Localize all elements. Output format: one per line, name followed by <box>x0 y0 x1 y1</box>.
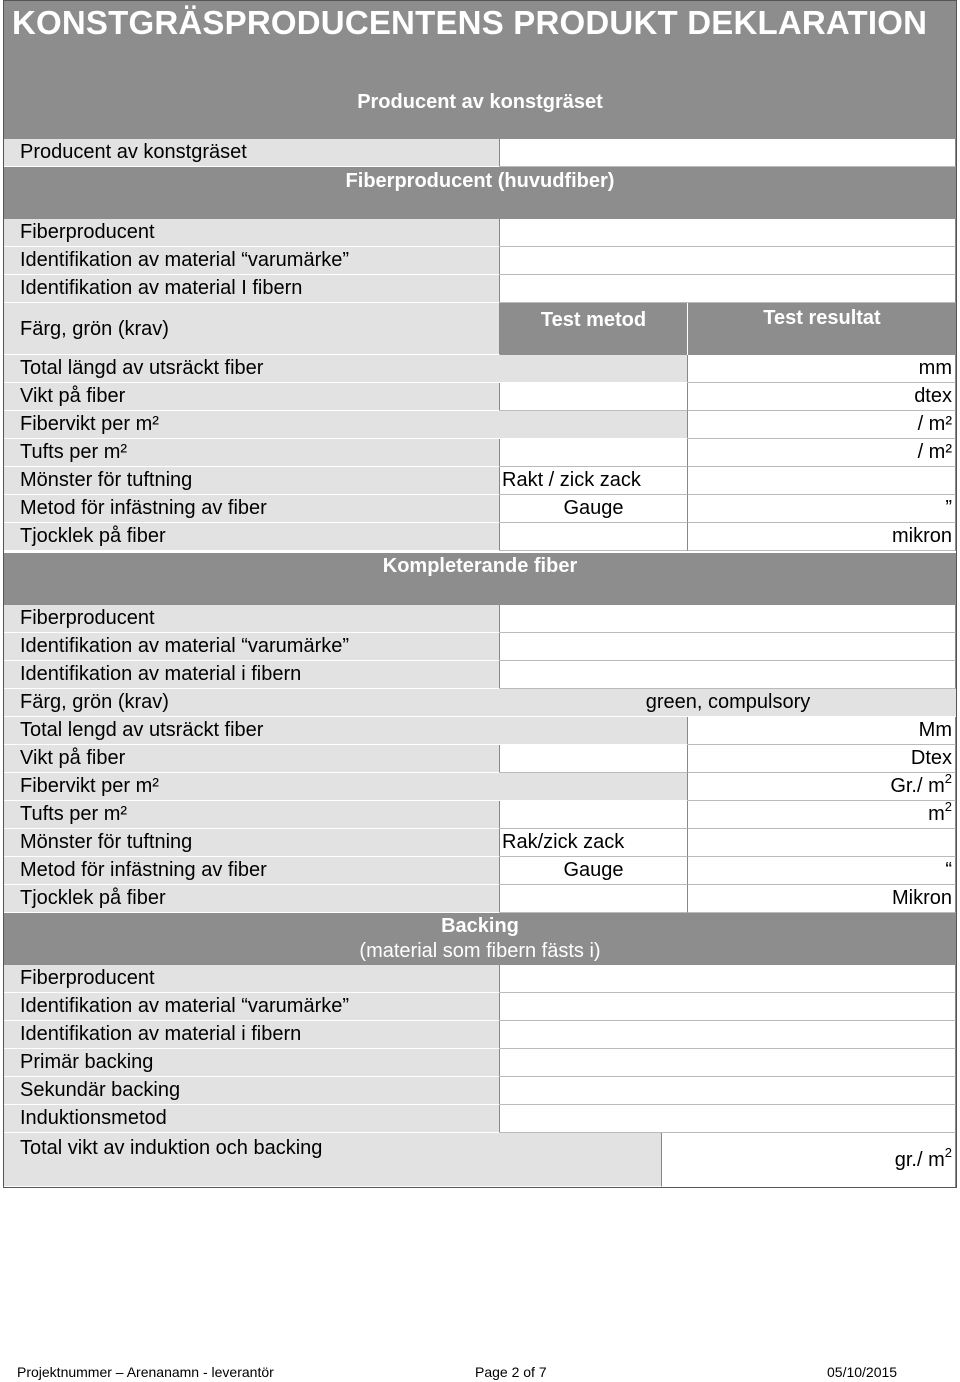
comp-row-label: Tufts per m² <box>4 801 500 829</box>
main-row-result[interactable]: ” <box>688 495 956 523</box>
backing-title: Backing <box>441 915 519 937</box>
backing-row-field[interactable] <box>500 993 956 1021</box>
field-comp-brand[interactable] <box>500 633 956 661</box>
footer-page: Page 2 of 7 <box>475 1364 547 1380</box>
label-backing-total: Total vikt av induktion och backing <box>4 1133 662 1187</box>
comp-row-unit: “ <box>945 859 952 881</box>
declaration-form <box>3 0 957 1188</box>
backing-row-field[interactable] <box>500 1021 956 1049</box>
comp-row-sup: 2 <box>944 773 952 786</box>
main-row-label: Total längd av utsräckt fiber <box>4 355 688 383</box>
column-header-test-method: Test metod <box>500 303 688 355</box>
main-row-method[interactable]: Rakt / zick zack <box>500 467 688 495</box>
section-header-backing <box>4 913 956 965</box>
main-row-result[interactable]: dtex <box>688 383 956 411</box>
label-fiber-material: Identifikation av material I fibern <box>4 275 500 303</box>
backing-row-label: Identifikation av material i fibern <box>4 1021 500 1049</box>
comp-row-sup: 2 <box>944 801 952 814</box>
main-row-result[interactable]: mm <box>688 355 956 383</box>
backing-row-field[interactable] <box>500 965 956 993</box>
main-row-method[interactable] <box>500 383 688 411</box>
label-comp-material: Identifikation av material i fibern <box>4 661 500 689</box>
comp-row-result[interactable] <box>688 773 956 801</box>
backing-row-label: Sekundär backing <box>4 1077 500 1105</box>
backing-row-field[interactable] <box>500 1077 956 1105</box>
field-backing-total[interactable] <box>662 1133 956 1187</box>
main-row-result[interactable] <box>688 467 956 495</box>
label-comp-brand: Identifikation av material “varumärke” <box>4 633 500 661</box>
comp-row-method[interactable] <box>500 745 688 773</box>
main-row-label: Tjocklek på fiber <box>4 523 500 551</box>
comp-row-label: Mönster för tuftning <box>4 829 500 857</box>
backing-total-unit: gr./ m <box>894 1149 945 1171</box>
comp-row-method[interactable] <box>500 885 688 913</box>
field-producer[interactable] <box>500 139 956 167</box>
section-header-producer: Producent av konstgräset <box>4 85 956 139</box>
field-comp-material[interactable] <box>500 661 956 689</box>
backing-row-label: Fiberproducent <box>4 965 500 993</box>
label-fiber-producer: Fiberproducent <box>4 219 500 247</box>
main-row-label: Fibervikt per m² <box>4 411 688 439</box>
column-header-test-result: Test resultat <box>688 303 956 355</box>
backing-total-sup: 2 <box>944 1145 952 1160</box>
field-fiber-producer[interactable] <box>500 219 956 247</box>
backing-row-field[interactable] <box>500 1049 956 1077</box>
comp-row-result[interactable] <box>688 885 956 913</box>
comp-row-label: Metod för infästning av fiber <box>4 857 500 885</box>
backing-row-label: Induktionsmetod <box>4 1105 500 1133</box>
field-comp-producer[interactable] <box>500 605 956 633</box>
comp-row-label: Fibervikt per m² <box>4 773 688 801</box>
backing-row-label: Primär backing <box>4 1049 500 1077</box>
comp-row-label: Vikt på fiber <box>4 745 500 773</box>
comp-color-value: green, compulsory <box>645 691 811 713</box>
label-producer: Producent av konstgräset <box>4 139 500 167</box>
section-header-complementary: Kompleterande fiber <box>4 553 956 605</box>
label-fiber-brand: Identifikation av material “varumärke” <box>4 247 500 275</box>
footer-date: 05/10/2015 <box>827 1364 898 1380</box>
main-row-label: Metod för infästning av fiber <box>4 495 500 523</box>
backing-row-field[interactable] <box>500 1105 956 1133</box>
main-row-label: Mönster för tuftning <box>4 467 500 495</box>
field-fiber-brand[interactable] <box>500 247 956 275</box>
field-fiber-material[interactable] <box>500 275 956 303</box>
footer-project: Projektnummer – Arenanamn - leverantör <box>17 1364 274 1380</box>
label-fiber-color: Färg, grön (krav) <box>4 303 500 355</box>
main-row-result[interactable]: / m² <box>688 411 956 439</box>
comp-row-unit: m <box>928 803 945 825</box>
main-row-method[interactable]: Gauge <box>500 495 688 523</box>
page-title: KONSTGRÄSPRODUCENTENS PRODUKT DEKLARATION <box>4 1 956 85</box>
backing-row-label: Identifikation av material “varumärke” <box>4 993 500 1021</box>
comp-row-method[interactable] <box>500 801 688 829</box>
comp-row-unit: Dtex <box>910 747 952 769</box>
comp-row-unit: Mikron <box>891 887 952 909</box>
comp-row-method[interactable]: Rak/zick zack <box>500 829 688 857</box>
comp-row-result[interactable] <box>688 717 956 745</box>
main-row-result[interactable]: mikron <box>688 523 956 551</box>
comp-row-result[interactable] <box>688 801 956 829</box>
main-row-label: Tufts per m² <box>4 439 500 467</box>
backing-subtitle: (material som fibern fästs i) <box>359 940 601 962</box>
comp-row-unit: Gr./ m <box>890 775 945 797</box>
main-row-method[interactable] <box>500 523 688 551</box>
comp-row-result[interactable] <box>688 857 956 885</box>
label-comp-color: Färg, grön (krav) <box>4 689 956 717</box>
main-row-label: Vikt på fiber <box>4 383 500 411</box>
comp-row-result[interactable] <box>688 745 956 773</box>
main-row-method[interactable] <box>500 439 688 467</box>
section-header-fiber: Fiberproducent (huvudfiber) <box>4 167 956 219</box>
comp-row-label: Tjocklek på fiber <box>4 885 500 913</box>
comp-row-label: Total lengd av utsräckt fiber <box>4 717 688 745</box>
main-row-result[interactable]: / m² <box>688 439 956 467</box>
comp-row-unit: Mm <box>918 719 952 741</box>
comp-row-method[interactable]: Gauge <box>500 857 688 885</box>
comp-row-result[interactable] <box>688 829 956 857</box>
label-comp-producer: Fiberproducent <box>4 605 500 633</box>
